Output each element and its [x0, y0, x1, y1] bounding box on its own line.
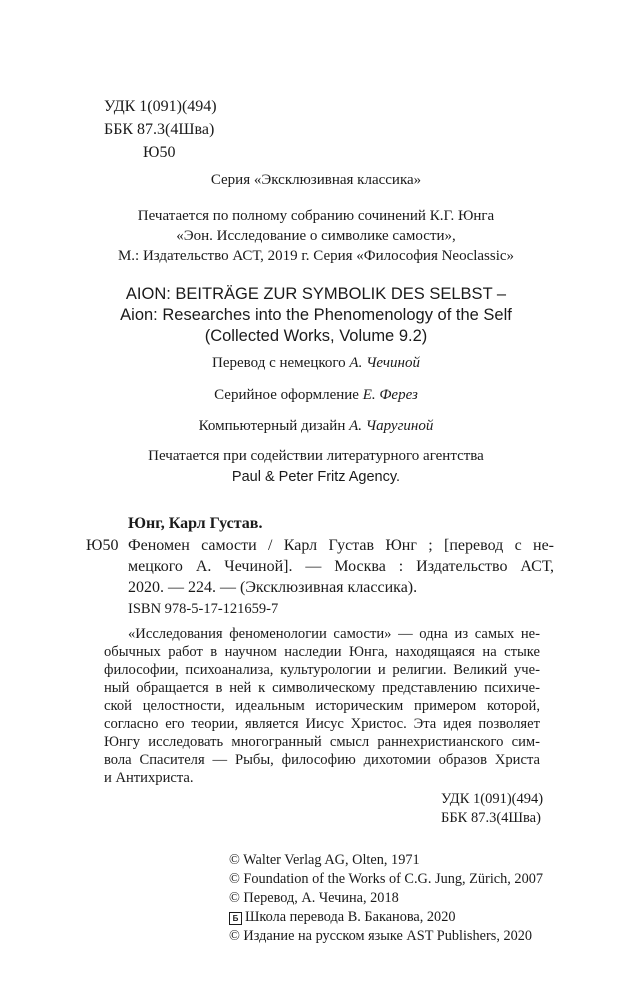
- agency-line-1: Печатается при содействии литературного агентства: [148, 448, 484, 464]
- annotation-line-3: философии, психоанализа, культурологии и религии. Великий уче-: [104, 662, 540, 678]
- computer-design-credit: [0, 418, 632, 435]
- catalog-isbn: ISBN 978-5-17-121659-7: [128, 601, 279, 617]
- series-designer-name: Е. Ферез: [362, 387, 418, 403]
- series-line: Серия «Эксклюзивная классика»: [210, 172, 422, 188]
- copyright-line-5: © Издание на русском языке AST Publishers, 2020: [229, 928, 533, 944]
- copyright-line-4: [229, 909, 456, 926]
- translation-label: Перевод с немецкого: [212, 355, 346, 371]
- annotation-line-8: вола Спасителя — Рыбы, философию дихотомии образов Христа: [104, 752, 540, 768]
- computer-design-label: Компьютерный дизайн: [198, 418, 346, 434]
- catalog-author-mark: Ю50: [86, 537, 119, 554]
- copyright-line-2: © Foundation of the Works of C.G. Jung, Zürich, 2007: [229, 871, 544, 887]
- original-title-line-2: Aion: Researches into the Phenomenology of the Self: [120, 306, 512, 324]
- translation-credit: [0, 355, 632, 372]
- translation-school-logo-icon: Б: [229, 912, 242, 925]
- annotation-line-5: ской целостности, идеальным историческим примером которой,: [104, 698, 540, 714]
- annotation-line-2: обычных работ в научном наследии Юнга, находящаяся на стыке: [104, 644, 540, 660]
- computer-designer-name: А. Чаругиной: [349, 418, 434, 434]
- source-note-line-2: «Эон. Исследование о символике самости»,: [176, 228, 456, 244]
- series-design-credit: [0, 387, 632, 404]
- original-title-line-1: AION: BEITRÄGE ZUR SYMBOLIK DES SELBST –: [125, 285, 507, 303]
- catalog-reference-line-1: Феномен самости / Карл Густав Юнг ; [перевод с не-: [128, 537, 554, 554]
- translator-name: А. Чечиной: [349, 355, 420, 371]
- annotation-line-6: согласно его теории, является Иисус Христос. Эта идея позволяет: [104, 716, 540, 732]
- annotation-line-1: «Исследования феноменологии самости» — одна из самых не-: [128, 626, 540, 642]
- annotation-line-4: ный обращается в ней к символическому представлению психиче-: [104, 680, 540, 696]
- original-title-line-3: (Collected Works, Volume 9.2): [204, 327, 428, 345]
- annotation-line-9: и Антихриста.: [104, 770, 194, 786]
- series-design-label: Серийное оформление: [214, 387, 359, 403]
- source-note-line-1: Печатается по полному собранию сочинений К.Г. Юнга: [137, 208, 495, 224]
- source-note-line-3: М.: Издательство АСТ, 2019 г. Серия «Философия Neoclassic»: [117, 248, 515, 264]
- catalog-reference-line-3: 2020. — 224. — (Эксклюзивная классика).: [128, 579, 418, 596]
- udk-code-bottom: УДК 1(091)(494): [441, 791, 544, 807]
- udk-code-top: УДК 1(091)(494): [104, 98, 217, 115]
- catalog-author-heading: Юнг, Карл Густав.: [128, 515, 263, 532]
- copyright-line-1: © Walter Verlag AG, Olten, 1971: [229, 852, 420, 868]
- catalog-reference-line-2: мецкого А. Чечиной]. — Москва : Издательство АСТ,: [128, 558, 554, 575]
- author-mark-top: Ю50: [143, 144, 176, 161]
- annotation-line-7: Юнгу исследовать многогранный смысл раннехристианского сим-: [104, 734, 540, 750]
- copyright-line-3: © Перевод, А. Чечина, 2018: [229, 890, 399, 906]
- agency-line-2: Paul & Peter Fritz Agency.: [231, 469, 401, 485]
- bbk-code-top: ББК 87.3(4Шва): [104, 121, 215, 138]
- bbk-code-bottom: ББК 87.3(4Шва): [441, 810, 541, 826]
- translation-school-text: Школа перевода В. Баканова, 2020: [245, 909, 456, 925]
